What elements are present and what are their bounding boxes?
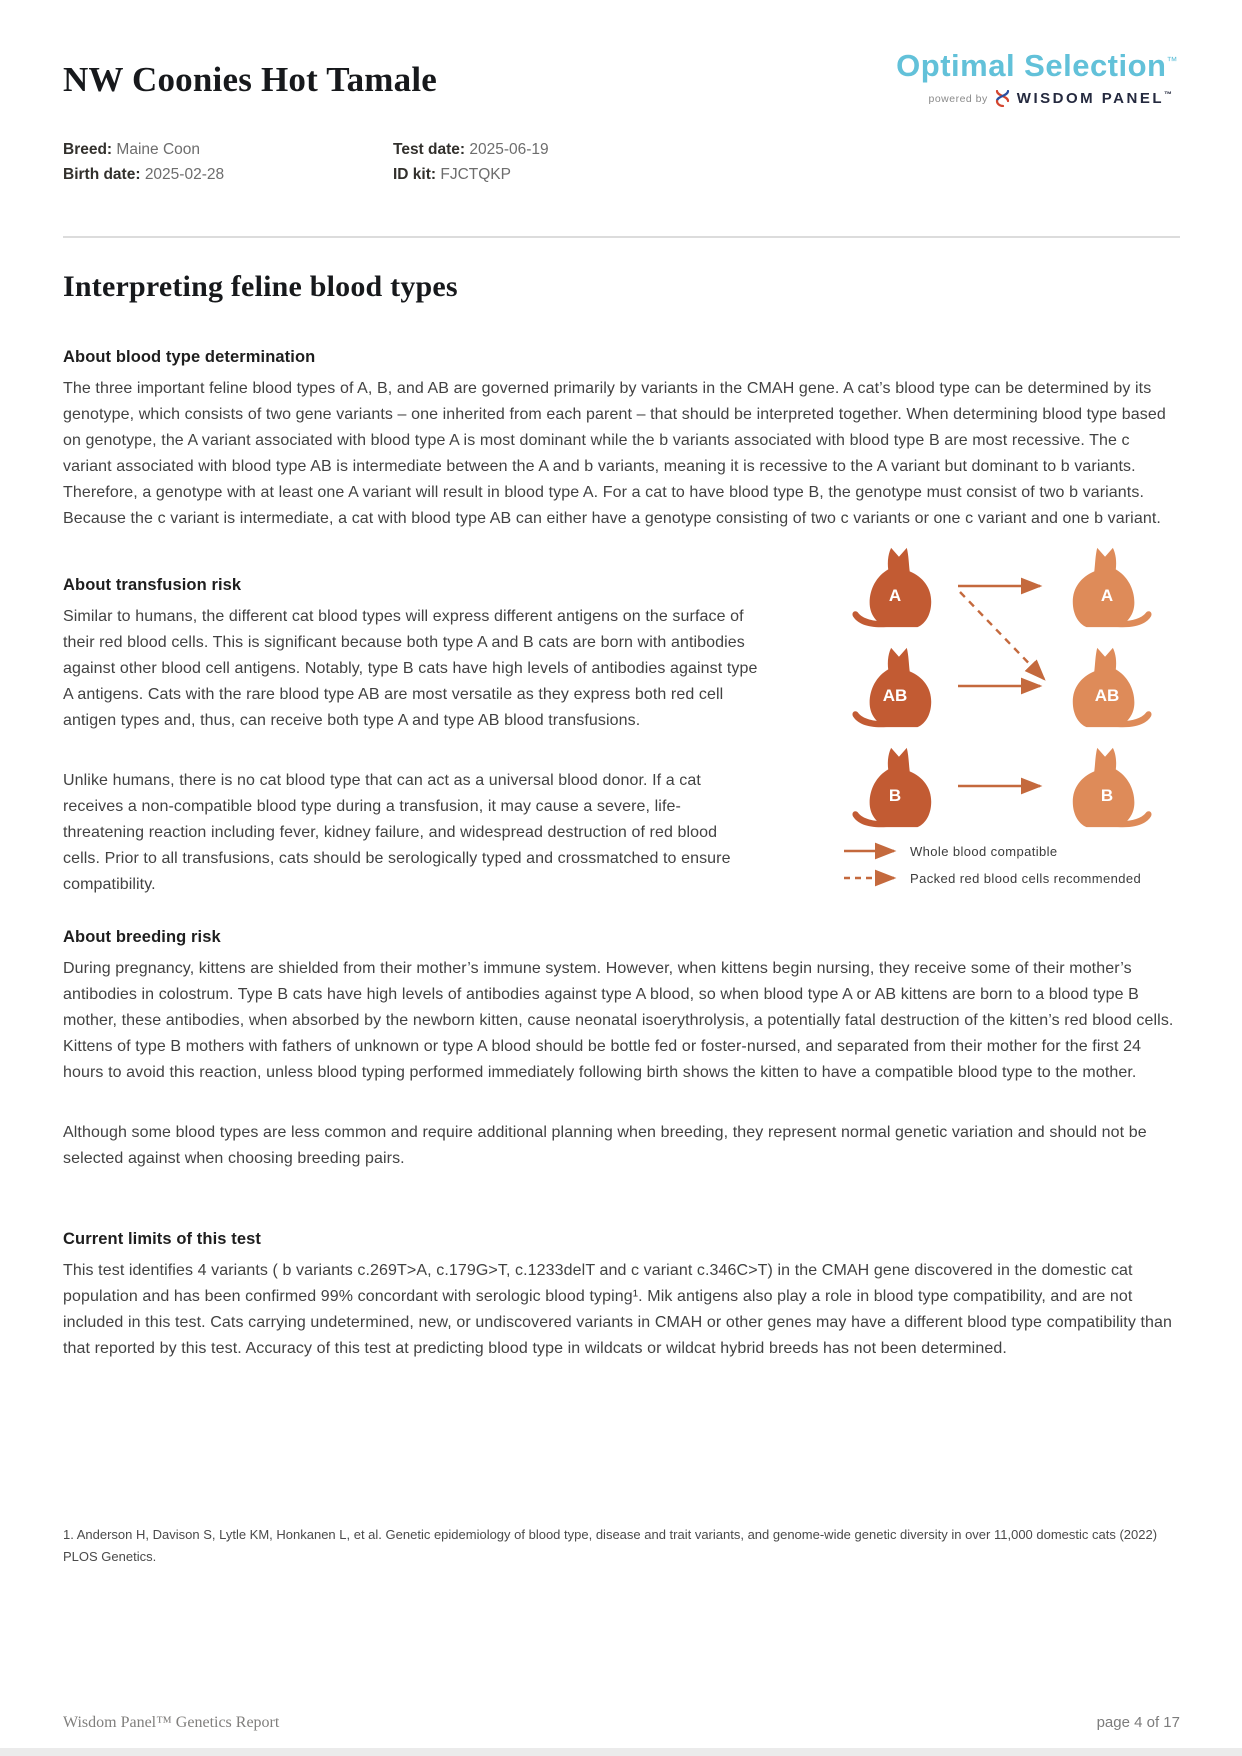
test-date-label: Test date: xyxy=(393,141,466,158)
transfusion-text-column xyxy=(63,576,758,898)
section-transfusion-risk xyxy=(63,576,1180,898)
breed-label: Breed: xyxy=(63,141,113,158)
limits-paragraph: This test identifies 4 variants ( b variants c.269T>A, c.179G>T, c.1233delT and c variant c.346C>T) in the CMAH gene discovered in the domestic cat population and has been confirmed 99% concordant with serologic blood typing¹. Mik antigens also play a role in blood type compatibility, and are not included in this test. Cats carrying undetermined, new, or undiscovered variants in CMAH or other genes may have a different blood type compatibility than that reported by this test. Accuracy of this test at predicting blood type in wildcats or wildcat hybrid breeds has not been determined. xyxy=(63,1262,1173,1357)
wisdom-panel-text: WISDOM PANEL xyxy=(1016,90,1164,107)
footer-page-number: page 4 of 17 xyxy=(1096,1714,1180,1731)
recipient-cat-B-label: B xyxy=(1100,786,1114,805)
donor-cat-AB-label: AB xyxy=(882,686,908,705)
meta-birth-date xyxy=(63,166,393,184)
limits-heading: Current limits of this test xyxy=(63,1230,261,1248)
pet-meta xyxy=(63,141,1180,184)
recipient-cat-AB-label: AB xyxy=(1094,686,1120,705)
legend-whole-blood-label: Whole blood compatible xyxy=(910,844,1058,859)
powered-by-label: powered by xyxy=(928,92,988,105)
optimal-selection-logo xyxy=(896,48,1178,84)
brand-block xyxy=(896,48,1180,107)
header xyxy=(63,48,1180,107)
bottom-edge-bar xyxy=(0,1748,1242,1756)
determination-heading: About blood type determination xyxy=(63,348,316,366)
section-breeding-risk xyxy=(63,928,1180,1172)
transfusion-paragraph-2: Unlike humans, there is no cat blood type that can act as a universal blood donor. If a cat receives a non-compatible blood type during a transfusion, it may cause a severe, life-threatening reaction including fever, kidney failure, and widespread destruction of red blood cells. Prior to all transfusions, cats should be serologically typed and crossmatched to ensure compatibility. xyxy=(63,772,731,893)
meta-breed xyxy=(63,141,393,159)
footer-report-title: Wisdom Panel™ Genetics Report xyxy=(63,1714,280,1731)
wisdom-panel-logo xyxy=(1017,90,1172,107)
determination-paragraph: The three important feline blood types of A, B, and AB are governed primarily by variants in the CMAH gene. A cat’s blood type can be determined by its genotype, which consists of two gene variants – one inherited from each parent – that should be interpreted together. When determining blood type based on genotype, the A variant associated with blood type A is most dominant while the b variants associated with blood type B are most recessive. The c variant associated with blood type AB is intermediate between the A and b variants, meaning it is recessive to the A variant but dominant to b variants. Therefore, a genotype with at least one A variant will result in blood type A. For a cat to have blood type B, the genotype must consist of two b variants. Because the c variant is intermediate, a cat with blood type AB can either have a genotype consisting of two c variants or one c variant and one b variant. xyxy=(63,380,1166,527)
breeding-paragraph-2: Although some blood types are less common and require additional planning when breeding, they represent normal genetic variation and should not be selected against when choosing breeding pairs. xyxy=(63,1124,1147,1167)
blood-compatibility-diagram xyxy=(758,538,1180,892)
meta-id-kit xyxy=(393,166,1180,184)
birth-date-label: Birth date: xyxy=(63,166,141,183)
transfusion-heading: About transfusion risk xyxy=(63,576,242,594)
dna-helix-icon xyxy=(995,90,1010,107)
page-footer xyxy=(63,1714,1180,1732)
section-blood-type-determination xyxy=(63,348,1180,532)
donor-cat-B-label: B xyxy=(888,786,902,805)
section-current-limits xyxy=(63,1230,1180,1362)
recipient-cat-A-label: A xyxy=(1100,586,1114,605)
header-divider xyxy=(63,236,1180,238)
wisdom-tm: ™ xyxy=(1164,90,1172,99)
legend-packed-cells-label: Packed red blood cells recommended xyxy=(910,871,1142,886)
breed-value: Maine Coon xyxy=(116,141,200,158)
reference-footnote: 1. Anderson H, Davison S, Lytle KM, Honkanen L, et al. Genetic epidemiology of blood type, disease and trait variants, and genome-wide genetic diversity in over 11,000 domestic cats (2022) PLOS Genetics. xyxy=(63,1527,1158,1564)
powered-by-row xyxy=(896,90,1178,107)
transfusion-paragraph-1: Similar to humans, the different cat blood types will express different antigens on the surface of their red blood cells. This is significant because both type A and B cats are born with antibodies against other blood cell antigens. Notably, type B cats have high levels of antibodies against type A antigens. Cats with the rare blood type AB are most versatile as they express both red cell antigen types and, thus, can receive both type A and type AB blood transfusions. xyxy=(63,608,758,729)
cat-diagram-svg xyxy=(758,538,1180,892)
donor-cat-A-label: A xyxy=(888,586,902,605)
brand-tm: ™ xyxy=(1166,55,1178,68)
dashed-arrow-A-to-AB xyxy=(960,592,1044,679)
page-title: Interpreting feline blood types xyxy=(63,270,458,303)
birth-date-value: 2025-02-28 xyxy=(144,166,225,183)
test-date-value: 2025-06-19 xyxy=(469,141,549,158)
brand-name-text: Optimal Selection xyxy=(896,48,1167,83)
pet-name: NW Coonies Hot Tamale xyxy=(63,60,438,99)
breeding-paragraph-1: During pregnancy, kittens are shielded from their mother’s immune system. However, when kittens begin nursing, they receive some of their mother’s antibodies in colostrum. Type B cats have high levels of antibodies against type A blood, so when blood type A or AB kittens are born to a blood type B mother, these antibodies, when absorbed by the newborn kitten, cause neonatal isoerythrolysis, a potentially fatal destruction of the kitten’s red blood cells. Kittens of type B mothers with fathers of unknown or type A blood should be bottle fed or foster-nursed, and separated from their mother for the first 24 hours to avoid this reaction, unless blood typing performed immediately following birth shows the kitten to have a compatible blood type to the mother. xyxy=(63,960,1174,1081)
breeding-heading: About breeding risk xyxy=(63,928,221,946)
id-kit-value: FJCTQKP xyxy=(440,166,511,183)
meta-test-date xyxy=(393,141,1180,159)
id-kit-label: ID kit: xyxy=(393,166,437,183)
